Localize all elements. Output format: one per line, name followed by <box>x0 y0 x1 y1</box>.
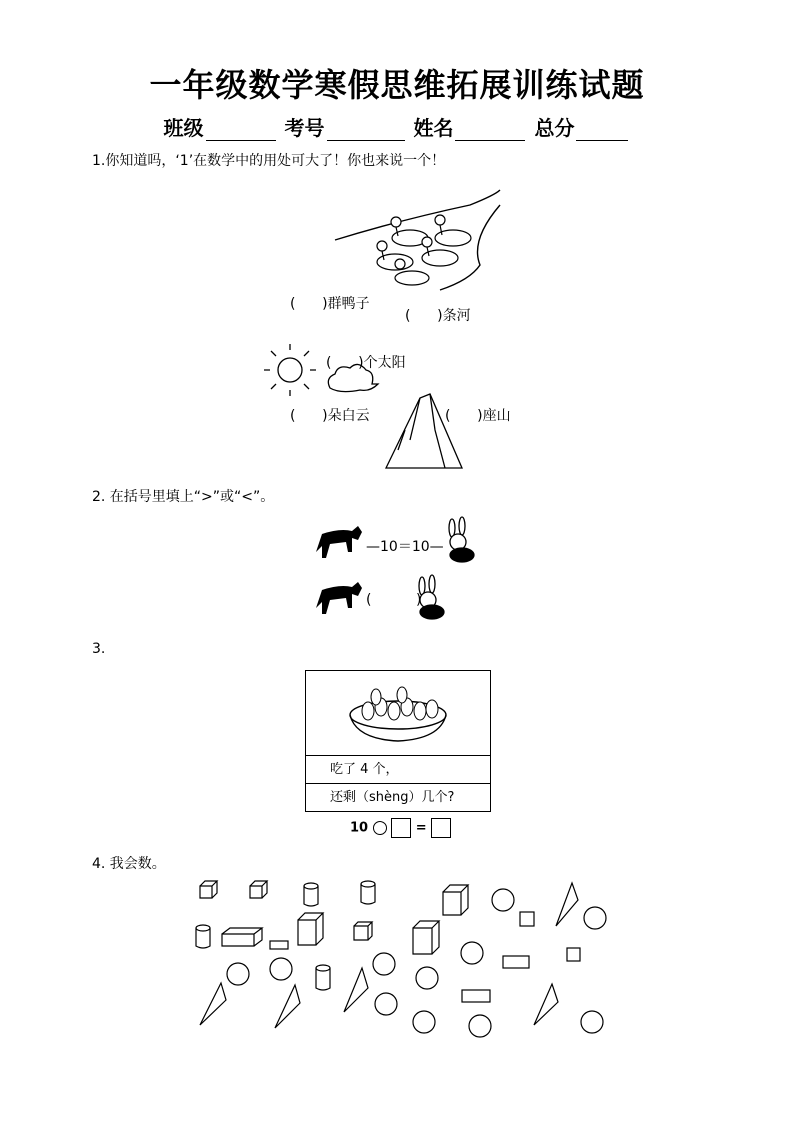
remaining-question-text: 还剩（shèng）几个? <box>330 790 455 805</box>
total-score-label: 总分 <box>534 116 575 140</box>
circle-icon <box>227 963 249 985</box>
mountain-label: ( )座山 <box>445 408 511 424</box>
circle-icon <box>584 907 606 929</box>
cylinder-icon <box>196 925 210 948</box>
sun-label: ( )个太阳 <box>326 355 406 371</box>
cloud-label: ( )朵白云 <box>290 408 370 424</box>
square-icon <box>567 948 580 961</box>
cuboid-icon <box>222 928 262 946</box>
cube-icon <box>443 885 468 915</box>
ate-four-text: 吃了 4 个， <box>330 762 399 777</box>
circle-icon <box>461 942 483 964</box>
circle-icon <box>416 967 438 989</box>
circle-icon <box>413 1011 435 1033</box>
circle-icon <box>492 889 514 911</box>
circle-icon <box>469 1015 491 1037</box>
page-title: 一年级数学寒假思维拓展训练试题 <box>149 66 645 104</box>
square-icon <box>520 912 534 926</box>
exam-number-label: 考号 <box>284 116 325 140</box>
triangle-icon <box>275 985 300 1028</box>
q3-ten: 10 <box>350 820 369 836</box>
circle-icon <box>581 1011 603 1033</box>
rectangle-icon <box>462 990 490 1002</box>
q2-compare-blank[interactable]: ( ) <box>366 592 422 608</box>
class-label: 班级 <box>163 116 204 140</box>
ducks-label: ( )群鸭子 <box>290 296 370 312</box>
cylinder-icon <box>361 881 375 904</box>
circle-icon <box>375 993 397 1015</box>
question-2-prompt: 2. 在括号里填上“>”或“<”。 <box>92 489 275 505</box>
circle-icon <box>373 953 395 975</box>
cube-icon <box>250 881 267 898</box>
cube-icon <box>200 881 217 898</box>
rectangle-icon <box>503 956 529 968</box>
triangle-icon <box>344 968 368 1012</box>
question-4-prompt: 4. 我会数。 <box>92 856 166 872</box>
name-label: 姓名 <box>413 116 454 140</box>
triangle-icon <box>200 983 226 1025</box>
cube-icon <box>298 913 323 945</box>
triangle-icon <box>556 883 578 926</box>
river-label: ( )条河 <box>405 308 471 324</box>
cube-icon <box>413 921 439 954</box>
question-3-number: 3. <box>92 641 106 657</box>
rectangle-icon <box>270 941 288 949</box>
q3-equals: = <box>415 820 427 836</box>
question-1-prompt: 1.你知道吗，‘1’在数学中的用处可大了！你也来说一个！ <box>92 153 446 169</box>
cylinder-icon <box>316 965 330 990</box>
cube-icon <box>354 922 372 940</box>
q2-equation: —10＝10— <box>366 539 444 555</box>
cylinder-icon <box>304 883 318 906</box>
circle-icon <box>270 958 292 980</box>
triangle-icon <box>534 984 558 1025</box>
